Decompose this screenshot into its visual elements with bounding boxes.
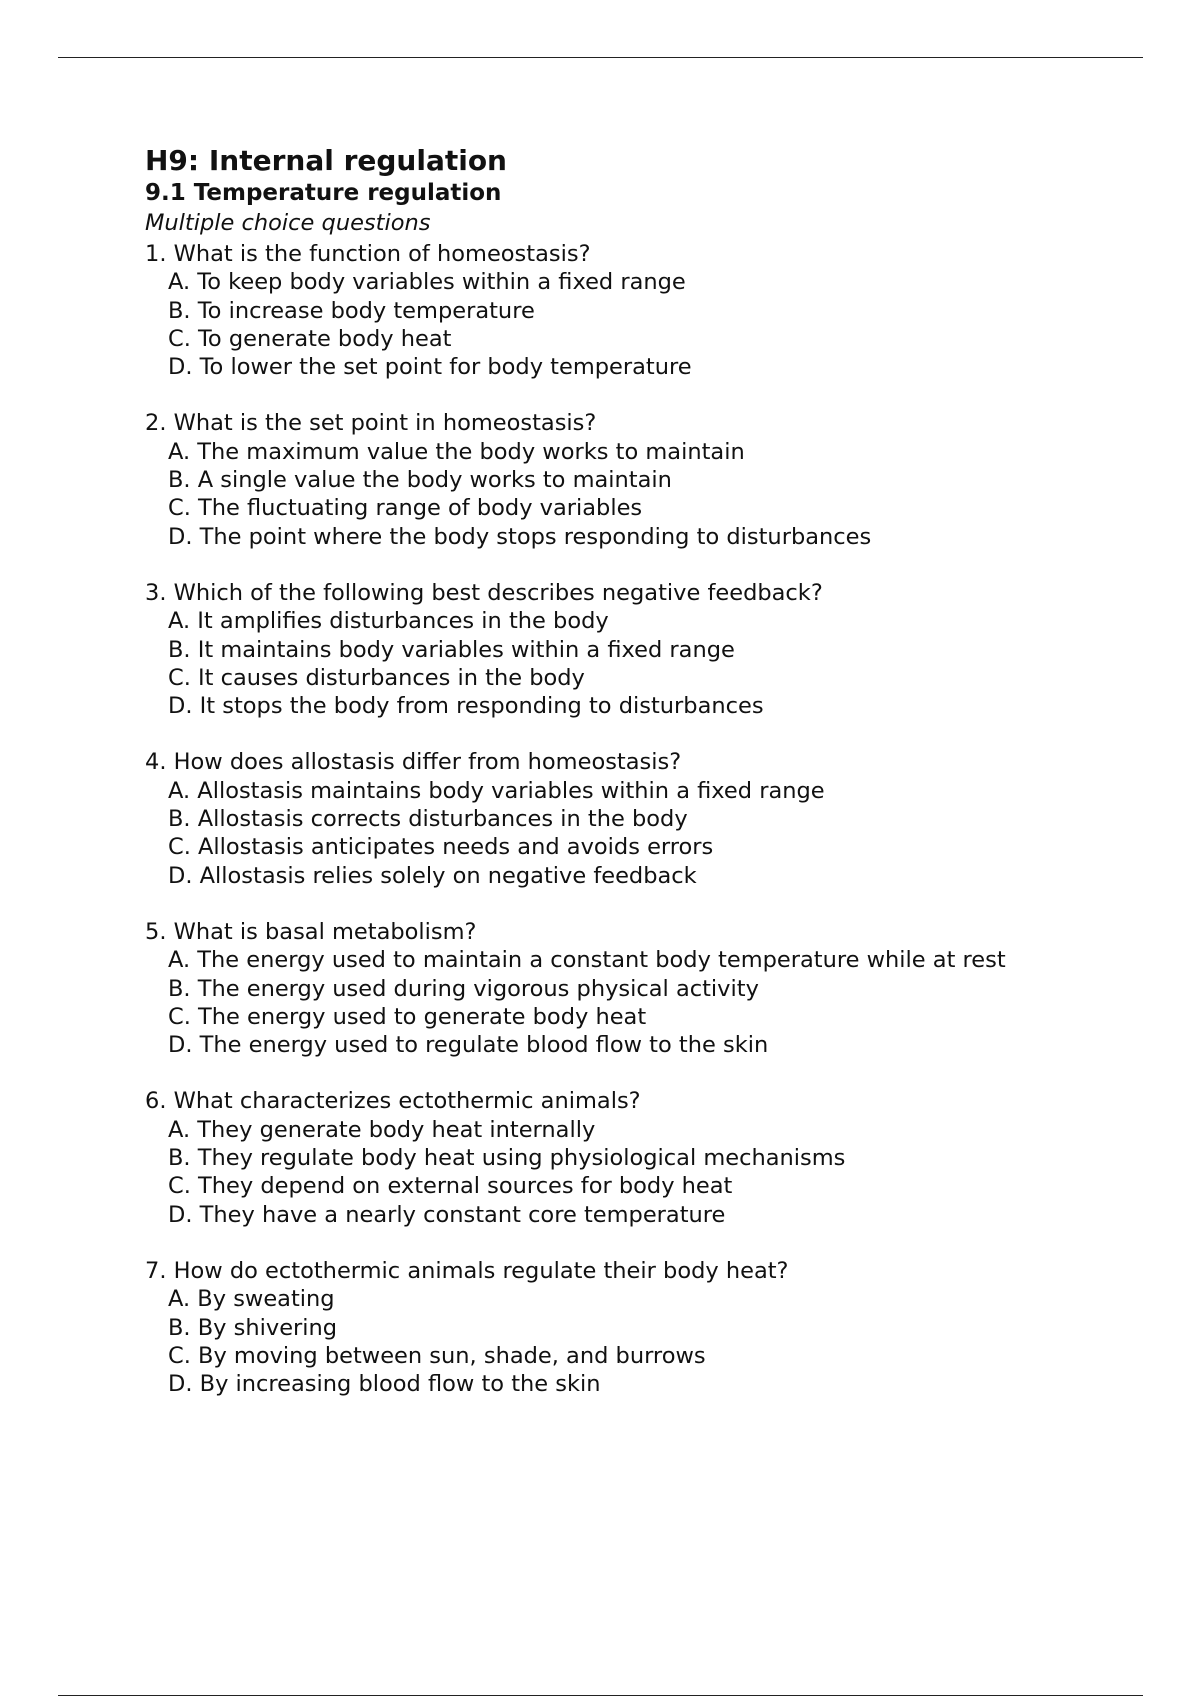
question-text: 3. Which of the following best describes negative feedback?	[145, 579, 823, 606]
question-item	[145, 1087, 1045, 1228]
answer-option: A. It amplifies disturbances in the body	[168, 608, 609, 635]
answer-option: B. Allostasis corrects disturbances in the body	[168, 806, 688, 833]
answer-option: B. To increase body temperature	[168, 297, 535, 324]
answer-option: C. To generate body heat	[168, 325, 452, 352]
answer-option: C. By moving between sun, shade, and burrows	[168, 1342, 706, 1369]
question-text: 7. How do ectothermic animals regulate their body heat?	[145, 1257, 789, 1284]
answer-option: D. The point where the body stops responding to disturbances	[168, 523, 872, 550]
answer-option: A. Allostasis maintains body variables within a fixed range	[168, 777, 825, 804]
answer-option: D. To lower the set point for body temperature	[168, 354, 692, 381]
top-rule	[58, 57, 1143, 58]
question-item	[145, 409, 1045, 550]
answer-option: D. The energy used to regulate blood flow to the skin	[168, 1032, 769, 1059]
question-text: 5. What is basal metabolism?	[145, 918, 477, 945]
bottom-rule	[58, 1695, 1143, 1696]
answer-option: D. Allostasis relies solely on negative feedback	[168, 862, 697, 889]
question-text: 4. How does allostasis differ from homeostasis?	[145, 749, 682, 776]
section-subtitle: Multiple choice questions	[145, 210, 431, 236]
question-text: 1. What is the function of homeostasis?	[145, 241, 591, 267]
question-item	[145, 579, 1045, 720]
answer-option: C. Allostasis anticipates needs and avoids errors	[168, 834, 714, 861]
answer-option: C. The fluctuating range of body variables	[168, 495, 643, 522]
question-item	[145, 240, 1045, 381]
answer-option: B. By shivering	[168, 1314, 338, 1341]
answer-option: D. By increasing blood flow to the skin	[168, 1371, 601, 1398]
question-text: 6. What characterizes ectothermic animals?	[145, 1088, 641, 1115]
answer-option: A. The energy used to maintain a constant body temperature while at rest	[168, 947, 1006, 974]
answer-option: B. They regulate body heat using physiological mechanisms	[168, 1145, 846, 1172]
question-item	[145, 1257, 1045, 1398]
question-item	[145, 918, 1045, 1059]
answer-option: C. It causes disturbances in the body	[168, 664, 585, 691]
answer-option: A. By sweating	[168, 1286, 335, 1313]
answer-option: D. It stops the body from responding to disturbances	[168, 693, 764, 720]
answer-option: C. The energy used to generate body heat	[168, 1003, 647, 1030]
question-item	[145, 748, 1045, 889]
answer-option: B. It maintains body variables within a fixed range	[168, 636, 735, 663]
answer-option: A. The maximum value the body works to maintain	[168, 438, 745, 465]
answer-option: A. To keep body variables within a fixed range	[168, 269, 686, 296]
question-list	[145, 240, 1045, 1398]
answer-option: B. A single value the body works to maintain	[168, 467, 672, 494]
question-text: 2. What is the set point in homeostasis?	[145, 410, 597, 437]
answer-option: C. They depend on external sources for body heat	[168, 1173, 733, 1200]
document-body	[145, 144, 1045, 1426]
answer-option: A. They generate body heat internally	[168, 1116, 596, 1143]
answer-option: B. The energy used during vigorous physical activity	[168, 975, 759, 1002]
answer-option: D. They have a nearly constant core temperature	[168, 1201, 726, 1228]
section-title: 9.1 Temperature regulation	[145, 180, 502, 206]
document-title: H9: Internal regulation	[145, 144, 507, 177]
